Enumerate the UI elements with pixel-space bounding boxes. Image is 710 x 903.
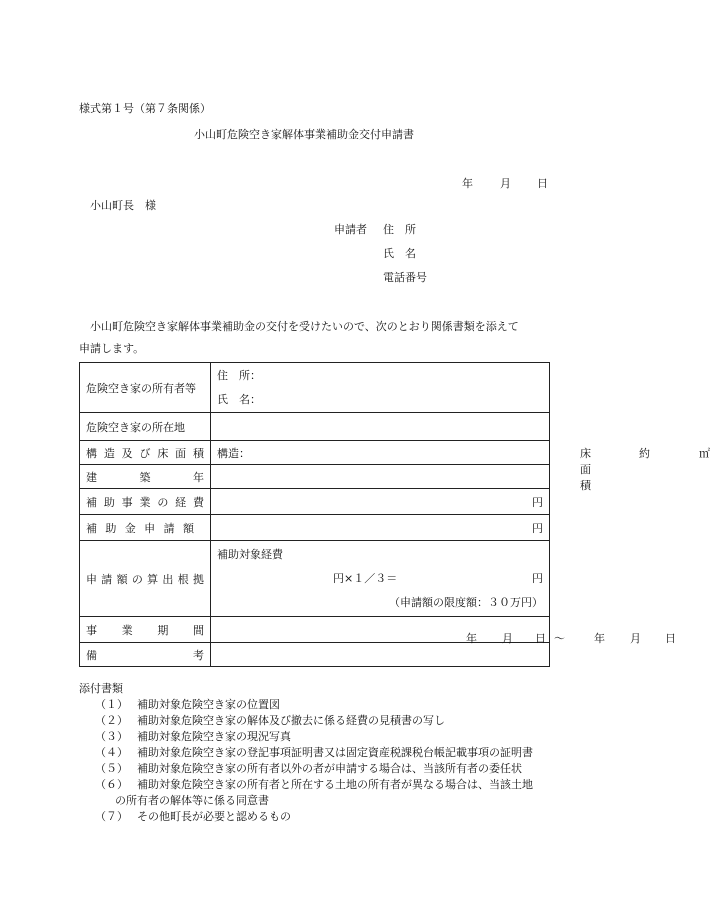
unit-m2: ㎡ (699, 446, 710, 460)
basis-label: 申 請 額 の 算 出 根 拠 (86, 572, 204, 586)
period-end-year: 年 (594, 631, 605, 645)
table-row-grant (80, 515, 550, 541)
owner-name: 氏 名： (217, 392, 261, 406)
cost-cell[interactable] (211, 489, 550, 515)
table-row-period (80, 617, 550, 643)
basis-formula-row (217, 567, 543, 591)
basis-line-1: 補助対象経費 (217, 547, 283, 561)
period-cell[interactable] (211, 617, 676, 645)
floor-area-label: 床面積 (580, 446, 591, 492)
owner-address: 住 所： (217, 368, 261, 382)
table-row-owner (80, 363, 550, 413)
intro-line-2: 申請します。 (79, 342, 145, 355)
list-item: （１） 補助対象危険空き家の位置図 (95, 698, 280, 711)
cost-label: 補 助 事 業 の 経 費 (86, 495, 204, 509)
table-row-location (80, 413, 550, 441)
table-row-year-built (80, 465, 550, 489)
list-item: （７） その他町長が必要と認めるもの (95, 810, 291, 823)
applicant-role: 申請者 (334, 223, 367, 236)
basis-yen: 円 (532, 571, 543, 585)
structure-cell[interactable] (211, 441, 710, 492)
approx-label: 約 (639, 446, 650, 460)
list-item: （２） 補助対象危険空き家の解体及び撤去に係る経費の見積書の写し (95, 714, 445, 727)
structure-label-cell (80, 441, 211, 465)
grant-label-cell (80, 515, 211, 541)
form-title: 小山町危険空き家解体事業補助金交付申請書 (194, 128, 414, 141)
structure-label: 構 造 及 び 床 面 積 (86, 446, 204, 460)
cost-label-cell (80, 489, 211, 515)
year-built-cell[interactable] (211, 465, 550, 489)
list-item: の所有者の解体等に係る同意書 (115, 794, 269, 807)
owner-cell[interactable] (211, 363, 550, 413)
style-label: 様式第１号（第７条関係） (79, 102, 211, 115)
application-table (79, 362, 710, 667)
notes-label-cell (80, 643, 211, 667)
period-start-month: 月 (502, 631, 513, 645)
location-cell[interactable] (211, 413, 550, 441)
table-row-structure (80, 441, 550, 465)
basis-limit: （申請額の限度額：３０万円） (389, 595, 543, 609)
table-row-basis (80, 541, 550, 617)
period-tilde: ～ (554, 631, 565, 645)
list-item: （６） 補助対象危険空き家の所有者と所在する土地の所有者が異なる場合は、当該土地 (95, 778, 533, 791)
list-item: （５） 補助対象危険空き家の所有者以外の者が申請する場合は、当該所有者の委任状 (95, 762, 522, 775)
basis-cell[interactable] (211, 541, 550, 617)
period-label-cell (80, 617, 211, 643)
grant-label: 補 助 金 申 請 額 (86, 521, 194, 535)
year-built-label-cell (80, 465, 211, 489)
basis-label-cell (80, 541, 211, 617)
grant-yen: 円 (532, 521, 543, 535)
cost-yen: 円 (532, 495, 543, 509)
location-label: 危険空き家の所在地 (80, 413, 211, 441)
attachments-section (79, 681, 533, 825)
period-end-day: 日 (665, 631, 676, 645)
grant-cell[interactable] (211, 515, 550, 541)
applicant-address-label: 住 所 (383, 223, 416, 236)
applicant-phone-label: 電話番号 (383, 271, 427, 284)
period-start-year: 年 (466, 631, 477, 645)
intro-paragraph (79, 316, 553, 360)
date-year: 年 (462, 177, 473, 190)
period-start-day: 日 (535, 631, 546, 645)
year-built-label: 建 築 年 (86, 470, 204, 484)
table-row-cost (80, 489, 550, 515)
intro-line-1: 小山町危険空き家解体事業補助金の交付を受けたいので、次のとおり関係書類を添えて (90, 320, 519, 333)
basis-formula: 円×１／３＝ (333, 571, 398, 585)
table-row-notes (80, 643, 550, 667)
owner-label: 危険空き家の所有者等 (80, 363, 211, 413)
structure-value: 構造： (217, 446, 250, 460)
notes-cell[interactable] (211, 643, 550, 667)
addressee: 小山町長 様 (90, 199, 156, 212)
attachments-list (79, 697, 533, 825)
attachments-title: 添付書類 (79, 682, 123, 695)
notes-label: 備 考 (86, 648, 204, 662)
list-item: （３） 補助対象危険空き家の現況写真 (95, 730, 291, 743)
period-end-month: 月 (630, 631, 641, 645)
date-month: 月 (500, 177, 511, 190)
date-day: 日 (537, 177, 548, 190)
list-item: （４） 補助対象危険空き家の登記事項証明書又は固定資産税課税台帳記載事項の証明書 (95, 746, 533, 759)
applicant-name-label: 氏 名 (383, 247, 416, 260)
period-label: 事 業 期 間 (86, 623, 204, 637)
